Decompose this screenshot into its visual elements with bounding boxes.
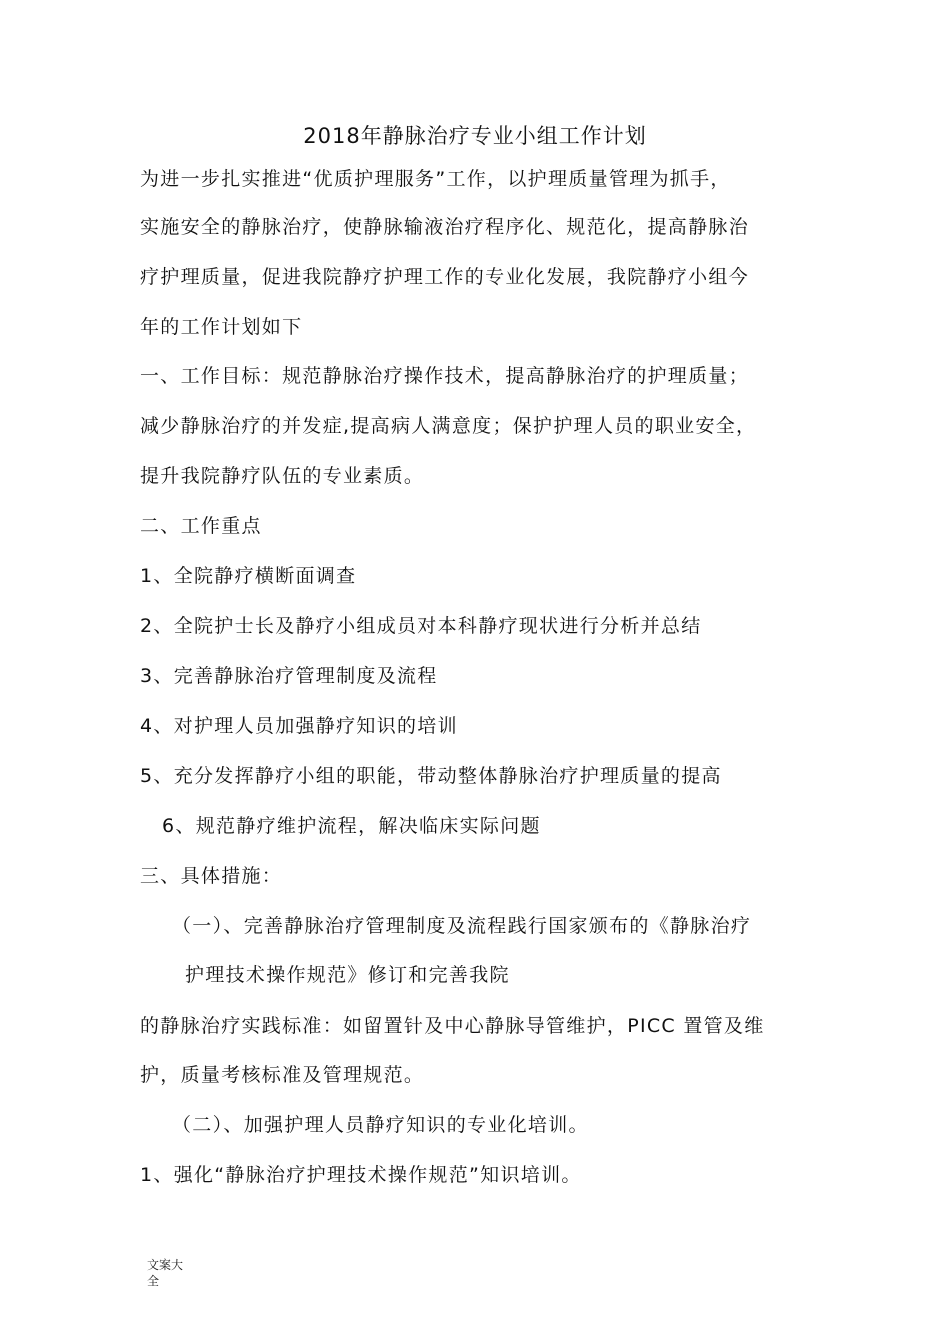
list-item: 1、全院静疗横断面调查 — [140, 565, 357, 587]
list-item: 2、全院护士长及静疗小组成员对本科静疗现状进行分析并总结 — [140, 615, 702, 637]
section-heading-measures: 三、具体措施： — [140, 865, 283, 887]
list-item: 3、完善静脉治疗管理制度及流程 — [140, 665, 438, 687]
footer-text: 文案大全 — [147, 1258, 184, 1288]
list-item: 5、充分发挥静疗小组的职能，带动整体静脉治疗护理质量的提高 — [140, 765, 722, 787]
paragraph-line: 为进一步扎实推进“优质护理服务”工作，以护理质量管理为抓手， — [140, 168, 731, 190]
section-heading-focus: 二、工作重点 — [140, 515, 262, 537]
list-item: 6、规范静疗维护流程，解决临床实际问题 — [162, 815, 541, 837]
section-heading-goals: 一、工作目标：规范静脉治疗操作技术，提高静脉治疗的护理质量； — [140, 365, 750, 387]
list-item: 4、对护理人员加强静疗知识的培训 — [140, 715, 458, 737]
paragraph-line: 减少静脉治疗的并发症,提高病人满意度；保护护理人员的职业安全， — [140, 415, 757, 437]
subsection-heading: （一）、完善静脉治疗管理制度及流程践行国家颁布的《静脉治疗 — [172, 915, 752, 937]
paragraph-line: 护，质量考核标准及管理规范。 — [140, 1064, 425, 1086]
paragraph-line: 护理技术操作规范》修订和完善我院 — [185, 964, 510, 986]
document-title: 2018年静脉治疗专业小组工作计划 — [303, 124, 647, 148]
paragraph-line: 提升我院静疗队伍的专业素质。 — [140, 465, 425, 487]
paragraph-line: 实施安全的静脉治疗，使静脉输液治疗程序化、规范化，提高静脉治 — [140, 216, 750, 238]
paragraph-line: 的静脉治疗实践标准：如留置针及中心静脉导管维护，PICC 置管及维 — [140, 1015, 765, 1037]
subsection-heading: （二）、加强护理人员静疗知识的专业化培训。 — [172, 1114, 589, 1136]
paragraph-line: 疗护理质量，促进我院静疗护理工作的专业化发展，我院静疗小组今 — [140, 266, 750, 288]
paragraph-line: 年的工作计划如下 — [140, 316, 303, 338]
list-item: 1、强化“静脉治疗护理技术操作规范”知识培训。 — [140, 1164, 582, 1186]
